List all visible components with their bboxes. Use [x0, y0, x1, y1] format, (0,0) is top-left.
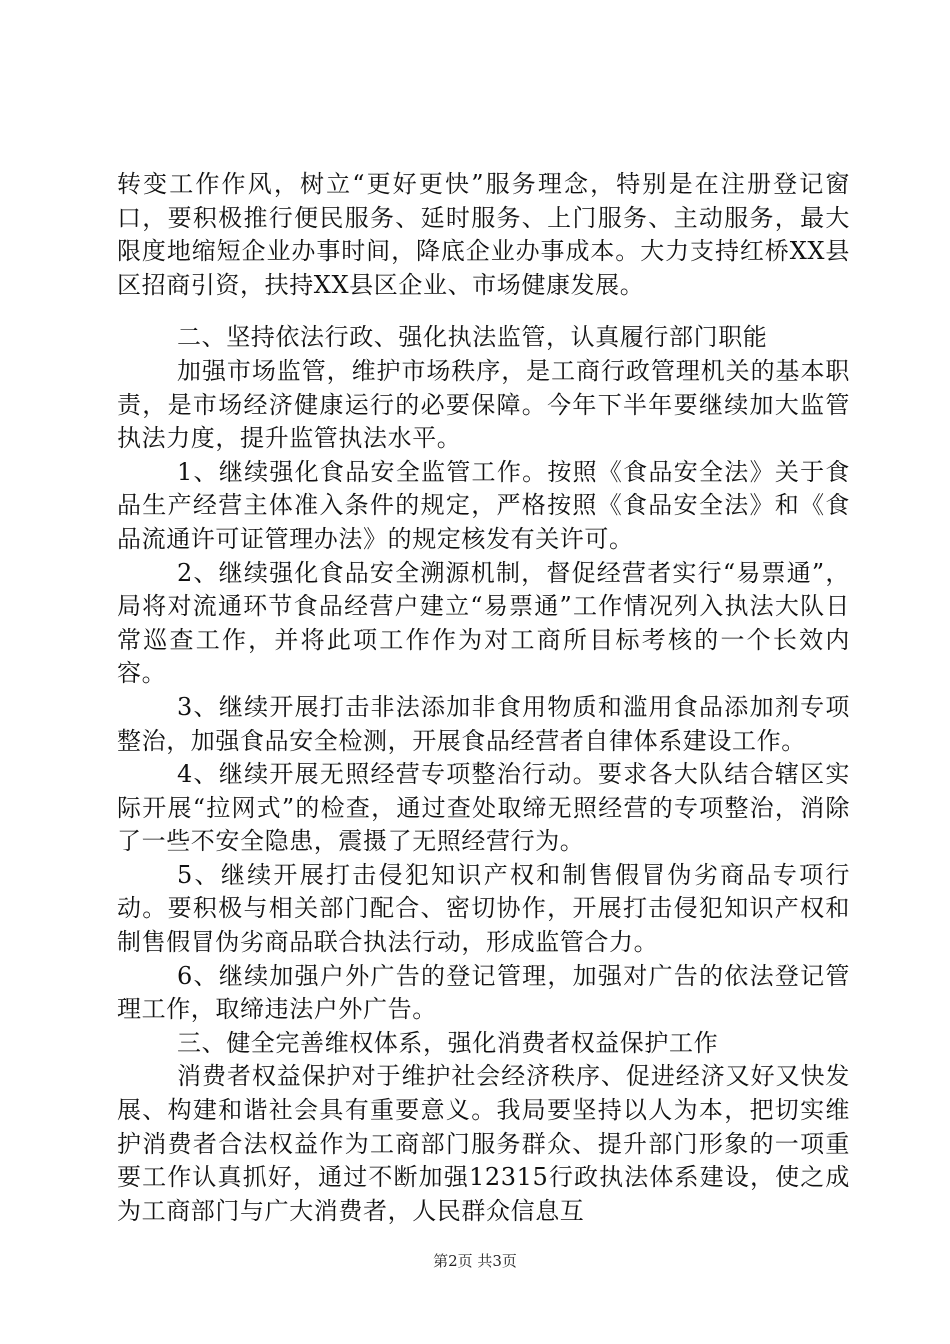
list-item-1: 1、继续强化食品安全监管工作。按照《食品安全法》关于食品生产经营主体准入条件的规定，严格按照《食品安全法》和《食品流通许可证管理办法》的规定核发有关许可。: [117, 457, 850, 553]
paragraph: 加强市场监管，维护市场秩序，是工商行政管理机关的基本职责，是市场经济健康运行的必要保障。今年下半年要继续加大监管执法力度，提升监管执法水平。: [117, 356, 850, 453]
document-body: [117, 168, 850, 1228]
list-item-4: 4、继续开展无照经营专项整治行动。要求各大队结合辖区实际开展“拉网式”的检查，通过查处取缔无照经营的专项整治，消除了一些不安全隐患，震摄了无照经营行为。: [117, 760, 850, 856]
section-heading-2: 二、坚持依法行政、强化执法监管，认真履行部门职能: [177, 323, 768, 352]
list-item-6: 6、继续加强户外广告的登记管理，加强对广告的依法登记管理工作，取缔违法户外广告。: [117, 961, 850, 1024]
paragraph: 消费者权益保护对于维护社会经济秩序、促进经济又好又快发展、构建和谐社会具有重要意义。我局要坚持以人为本，把切实维护消费者合法权益作为工商部门服务群众、提升部门形象的一项重要工作认真抓好，通过不断加强12315行政执法体系建设，使之成为工商部门与广大消费者，人民群众信息互: [117, 1062, 850, 1225]
list-item-5: 5、继续开展打击侵犯知识产权和制售假冒伪劣商品专项行动。要积极与相关部门配合、密切协作，开展打击侵犯知识产权和制售假冒伪劣商品联合执法行动，形成监管合力。: [117, 860, 850, 957]
page-number-footer: 第2页 共3页: [433, 1252, 517, 1270]
section-heading-3: 三、健全完善维权体系，强化消费者权益保护工作: [177, 1028, 719, 1057]
paragraph-continuation: 转变工作作风，树立“更好更快”服务理念，特别是在注册登记窗口，要积极推行便民服务、延时服务、上门服务、主动服务，最大限度地缩短企业办事时间，降底企业办事成本。大力支持红桥XX县区招商引资，扶持XX县区企业、市场健康发展。: [117, 170, 850, 299]
list-item-3: 3、继续开展打击非法添加非食用物质和滥用食品添加剂专项整治，加强食品安全检测，开展食品经营者自律体系建设工作。: [117, 692, 850, 755]
list-item-2: 2、继续强化食品安全溯源机制，督促经营者实行“易票通”，局将对流通环节食品经营户建立“易票通”工作情况列入执法大队日常巡查工作，并将此项工作作为对工商所目标考核的一个长效内容。: [117, 558, 850, 688]
